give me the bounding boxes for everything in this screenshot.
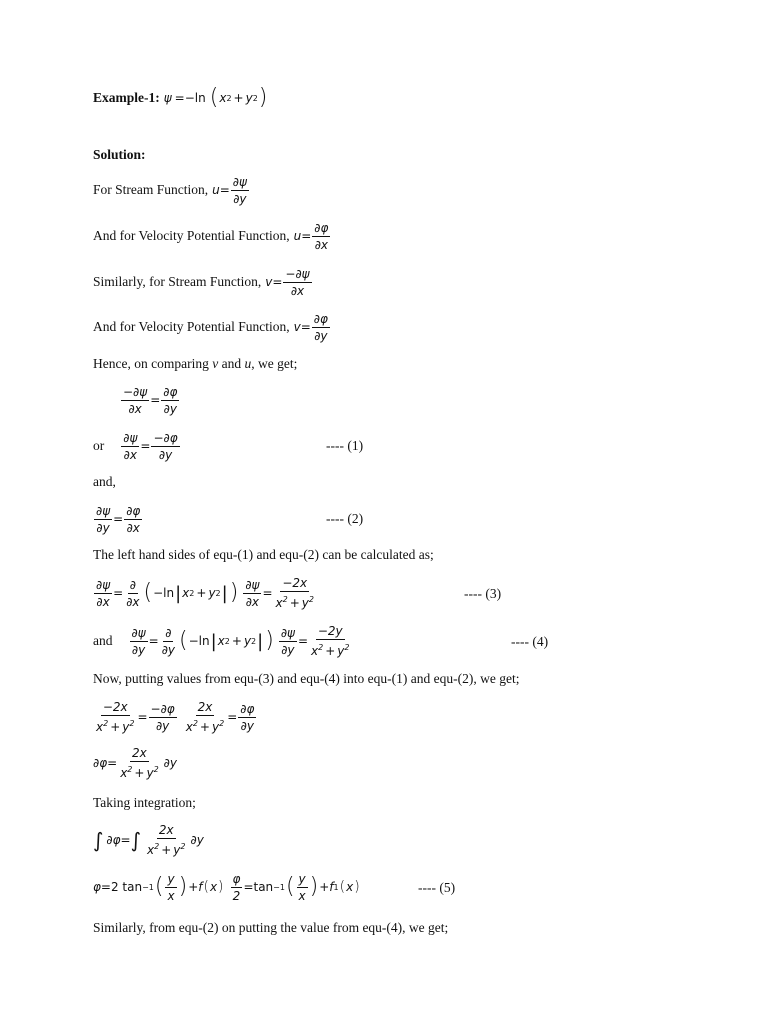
- equation-4: and $\frac{\partial\psi}{\partial y}$ = ∂ ∂y ( −ln | x 2 + y 2 | ) $\frac{\partial\psi}{\partial y}$ = $\frac{-2y}{x^2 + y^2}$: [93, 624, 350, 658]
- equation-3: $\frac{\partial\psi}{\partial x}$ = ∂ ∂x ( −ln | x 2 + y 2 | ) $\frac{\partial\psi}{\partial x}$ = $\frac{-2x}{x^2 + y^2}$: [96, 576, 314, 610]
- equation-number-3: ---- (3): [464, 586, 502, 601]
- equation-5: φ =2 tan −1 ( y x ) +f ( x ) $\frac{\varphi}{2}$ =tan −1 ( y x ) +f 1 ( x ): [93, 871, 360, 903]
- taking-integration-text: Taking integration;: [93, 795, 196, 810]
- example-heading: [93, 85, 268, 110]
- equation-number-5: ---- (5): [418, 880, 456, 895]
- similarly-text: Similarly, from equ-(2) on putting the value from equ-(4), we get;: [93, 920, 449, 935]
- equation-number-1: ---- (1): [326, 438, 364, 453]
- equation-integral: ∫ ∂φ = ∫ 2x $x^2 + y^2$ ∂y: [93, 823, 204, 857]
- velocity-potential-v: And for Velocity Potential Function, v = $\frac{\partial\varphi}{\partial y}$: [93, 311, 328, 343]
- equation-number-4: ---- (4): [511, 634, 549, 649]
- equation-1: or $\frac{\partial\psi}{\partial x}$ = $\frac{-\partial\varphi}{\partial y}$: [93, 430, 178, 462]
- solution-heading: Solution:: [93, 147, 146, 162]
- equation-dphi: ∂φ = $\frac{2x}{x^2 + y^2}$ ∂y: [93, 746, 177, 780]
- equation-2: $\frac{\partial\psi}{\partial y}$ = $\frac{\partial\varphi}{\partial x}$: [96, 503, 141, 535]
- and-text: and,: [93, 474, 116, 489]
- equation-substituted: $\frac{-2x}{x^2 + y^2}$ = $\frac{-\partial\varphi}{\partial y}$ $\frac{2x}{x^2 + y^2}$ = $\frac{\partial\varphi}{\partial y}$: [96, 700, 255, 734]
- stream-function-v: Similarly, for Stream Function, v = $\frac{-\partial\psi}{\partial x}$: [93, 266, 310, 298]
- stream-function-u: For Stream Function, u = $\frac{\partial\psi}{\partial y}$: [93, 174, 247, 206]
- example-equation: ψ =−ln ( x 2 + y 2 ): [163, 85, 268, 110]
- comparing-text: Hence, on comparing v and u, we get;: [93, 356, 298, 371]
- putting-values-text: Now, putting values from equ-(3) and equ-(4) into equ-(1) and equ-(2), we get;: [93, 671, 520, 686]
- equation-comparison: $\frac{-\partial\psi}{\partial x}$ = $\frac{\partial\varphi}{\partial y}$: [123, 384, 178, 416]
- left-hand-sides-text: The left hand sides of equ-(1) and equ-(2) can be calculated as;: [93, 547, 434, 562]
- equation-number-2: ---- (2): [326, 511, 364, 526]
- velocity-potential-u: And for Velocity Potential Function, u = $\frac{\partial\varphi}{\partial x}$: [93, 220, 329, 252]
- example-label: Example-1:: [93, 90, 160, 105]
